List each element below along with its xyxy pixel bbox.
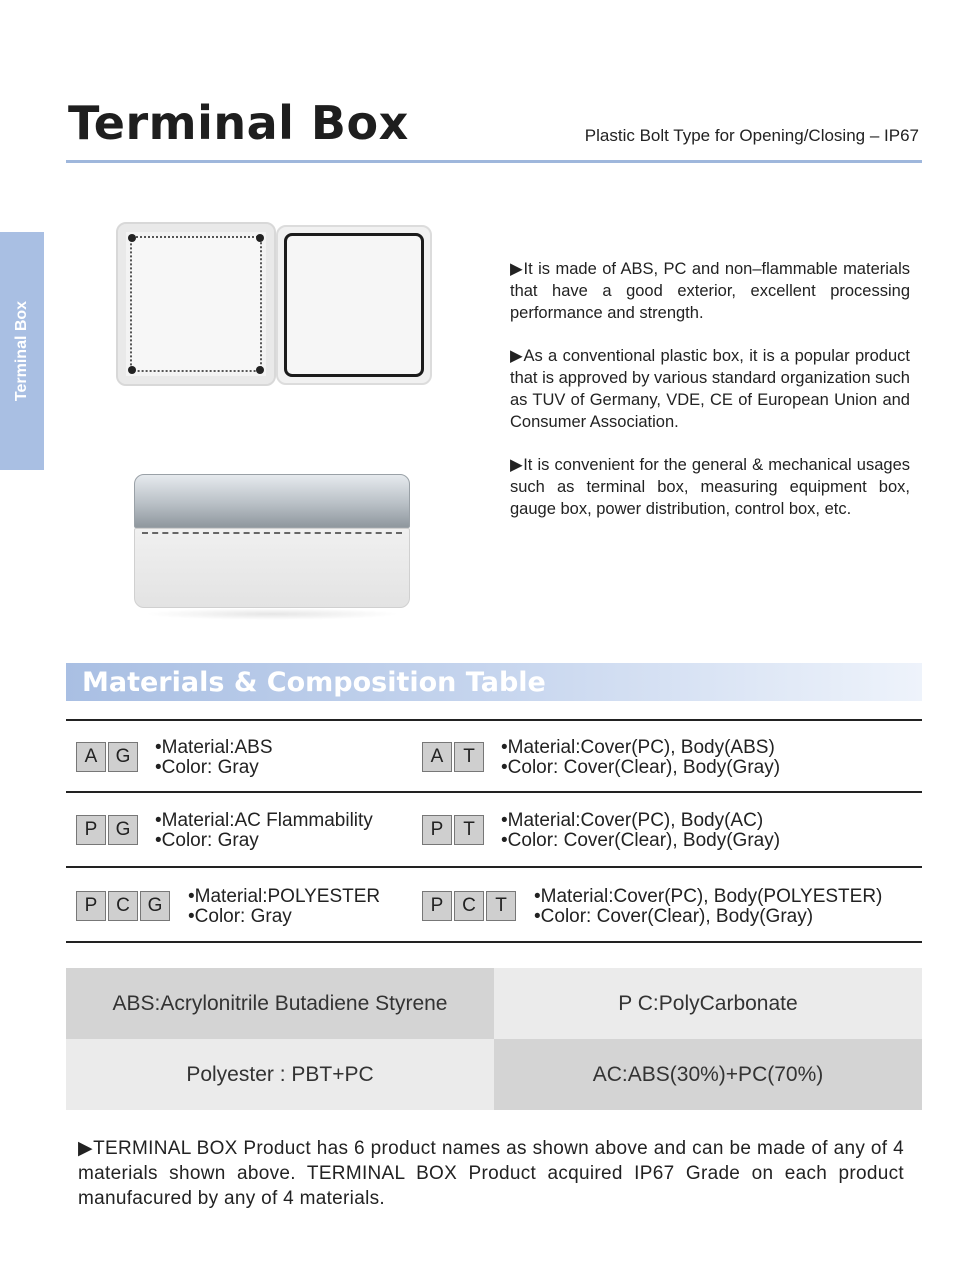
screw-hole-icon — [256, 234, 264, 242]
material-spec-pt — [501, 811, 780, 851]
section-header — [66, 663, 922, 701]
material-spec-ag — [155, 738, 273, 778]
table-rule — [66, 941, 922, 943]
material-code-pt — [422, 815, 484, 845]
code-letter: T — [454, 815, 484, 845]
color-line: •Color: Gray — [188, 906, 292, 927]
glossary-table — [66, 968, 922, 1110]
closed-box-clear-lid — [134, 474, 410, 528]
code-letter: T — [454, 742, 484, 772]
description-paragraph: ▶It is made of ABS, PC and non–flammable materials that have a good exterior, excellent processing performance and strength. — [510, 260, 910, 322]
color-line: •Color: Gray — [155, 830, 259, 851]
code-letter: G — [108, 742, 138, 772]
glossary-cell: ABS:Acrylonitrile Butadiene Styrene — [66, 968, 494, 1039]
code-letter: C — [108, 891, 138, 921]
material-spec-pcg — [188, 887, 380, 927]
code-letter: T — [486, 891, 516, 921]
material-code-at — [422, 742, 484, 772]
footer-note: ▶TERMINAL BOX Product has 6 product names as shown above and can be made of any of 4 materials shown above. TERMINAL BOX Product acquired IP67 Grade on each product manufacured by any of 4 materials. — [78, 1138, 904, 1209]
closed-box-image — [134, 474, 410, 608]
table-rule — [66, 719, 922, 721]
material-code-pct — [422, 891, 516, 921]
code-letter: C — [454, 891, 484, 921]
open-box-interior — [130, 236, 262, 372]
material-code-ag — [76, 742, 138, 772]
page-subtitle: Plastic Bolt Type for Opening/Closing – IP67 — [584, 126, 919, 145]
code-letter: A — [76, 742, 106, 772]
code-letter: P — [76, 891, 106, 921]
screw-hole-icon — [128, 234, 136, 242]
code-letter: P — [422, 815, 452, 845]
material-line: •Material:AC Flammability — [155, 810, 373, 831]
glossary-cell: AC:ABS(30%)+PC(70%) — [494, 1039, 922, 1110]
lid-gasket — [284, 233, 424, 377]
material-line: •Material:POLYESTER — [188, 886, 381, 907]
material-spec-pg — [155, 811, 373, 851]
material-code-pcg — [76, 891, 170, 921]
screw-hole-icon — [256, 366, 264, 374]
closed-box-body — [134, 528, 410, 608]
description-paragraph: ▶It is convenient for the general & mechanical usages such as terminal box, measuring equipment box, gauge box, power distribution, control box, etc. — [510, 456, 910, 518]
color-line: •Color: Cover(Clear), Body(Gray) — [501, 830, 781, 851]
section-title: Materials & Composition Table — [82, 667, 546, 698]
side-tab-label: Terminal Box — [13, 300, 30, 402]
closed-box-seam — [142, 532, 402, 536]
code-letter: A — [422, 742, 452, 772]
color-line: •Color: Gray — [155, 757, 259, 778]
material-spec-at — [501, 738, 780, 778]
table-rule — [66, 866, 922, 868]
screw-hole-icon — [128, 366, 136, 374]
material-spec-pct — [534, 887, 882, 927]
box-lid-image — [276, 225, 432, 385]
page-title: Terminal Box — [68, 96, 409, 150]
material-line: •Material:Cover(PC), Body(POLYESTER) — [534, 886, 883, 907]
code-letter: G — [140, 891, 170, 921]
side-tab — [0, 232, 44, 470]
table-rule — [66, 791, 922, 793]
description-paragraph: ▶As a conventional plastic box, it is a popular product that is approved by various standard organization such as TUV of Germany, VDE, CE of European Union and Consumer Association. — [510, 347, 910, 431]
glossary-cell: Polyester : PBT+PC — [66, 1039, 494, 1110]
material-line: •Material:Cover(PC), Body(AC) — [501, 810, 764, 831]
header-divider — [66, 160, 922, 163]
color-line: •Color: Cover(Clear), Body(Gray) — [501, 757, 781, 778]
material-code-pg — [76, 815, 138, 845]
closed-box-shadow — [144, 608, 400, 620]
material-line: •Material:Cover(PC), Body(ABS) — [501, 737, 775, 758]
color-line: •Color: Cover(Clear), Body(Gray) — [534, 906, 814, 927]
code-letter: G — [108, 815, 138, 845]
glossary-cell: P C:PolyCarbonate — [494, 968, 922, 1039]
code-letter: P — [422, 891, 452, 921]
open-box-image — [116, 222, 276, 386]
material-line: •Material:ABS — [155, 737, 273, 758]
code-letter: P — [76, 815, 106, 845]
